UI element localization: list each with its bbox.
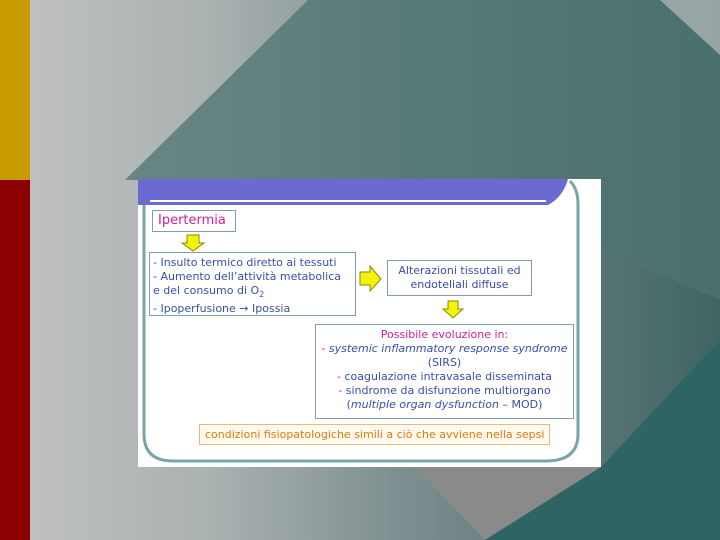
evolution-box bbox=[315, 324, 574, 419]
right-arrow bbox=[360, 266, 381, 291]
cause-line-3 bbox=[153, 284, 355, 302]
cause-line-3-text: e del consumo di O bbox=[153, 284, 260, 297]
evolution-item-3 bbox=[316, 384, 573, 398]
paren-open: ( bbox=[346, 398, 351, 411]
down-arrow-1 bbox=[182, 235, 204, 251]
alterations-box bbox=[387, 260, 532, 296]
cause-line-4-text: - Ipoperfusione bbox=[153, 302, 236, 316]
evolution-item-1 bbox=[316, 342, 573, 356]
evolution-item-3b-italic: multiple organ dysfunction bbox=[350, 398, 499, 411]
red-side-bar bbox=[0, 180, 30, 540]
slide-image bbox=[138, 179, 601, 467]
title-text: Ipertermia bbox=[158, 213, 226, 228]
dash: - bbox=[321, 342, 326, 355]
dash: - bbox=[336, 370, 341, 383]
evolution-item-3b-end: – MOD) bbox=[502, 398, 543, 411]
cause-line-4 bbox=[153, 302, 355, 316]
subscript-2: 2 bbox=[259, 290, 265, 300]
cause-line-1: - Insulto termico diretto ai tessuti bbox=[153, 256, 337, 269]
note-text: condizioni fisiopatologiche simili a ciò che avviene nella sepsi bbox=[205, 428, 545, 441]
evolution-item-2 bbox=[316, 370, 573, 384]
note-box bbox=[199, 424, 550, 445]
title-box bbox=[152, 210, 236, 232]
evolution-heading: Possibile evoluzione in: bbox=[380, 328, 509, 341]
cause-line-2: - Aumento dell’attività metabolica bbox=[153, 270, 342, 283]
evolution-item-1b: (SIRS) bbox=[427, 356, 462, 369]
evolution-item-1-text: systemic inflammatory response syndrome bbox=[328, 342, 568, 355]
alterations-line-1: Alterazioni tissutali ed bbox=[398, 264, 521, 277]
cause-line-4-result: Ipossia bbox=[252, 302, 291, 316]
dash: - bbox=[338, 384, 343, 397]
down-arrow-2 bbox=[443, 301, 463, 318]
causes-box bbox=[149, 252, 356, 316]
alterations-line-2: endoteliali diffuse bbox=[410, 278, 509, 291]
evolution-item-2-text: coagulazione intravasale disseminata bbox=[344, 370, 552, 383]
evolution-item-3b bbox=[316, 398, 573, 412]
arrow-glyph: → bbox=[239, 302, 249, 316]
evolution-item-3-text: sindrome da disfunzione multiorgano bbox=[345, 384, 551, 397]
gold-side-bar bbox=[0, 0, 30, 180]
